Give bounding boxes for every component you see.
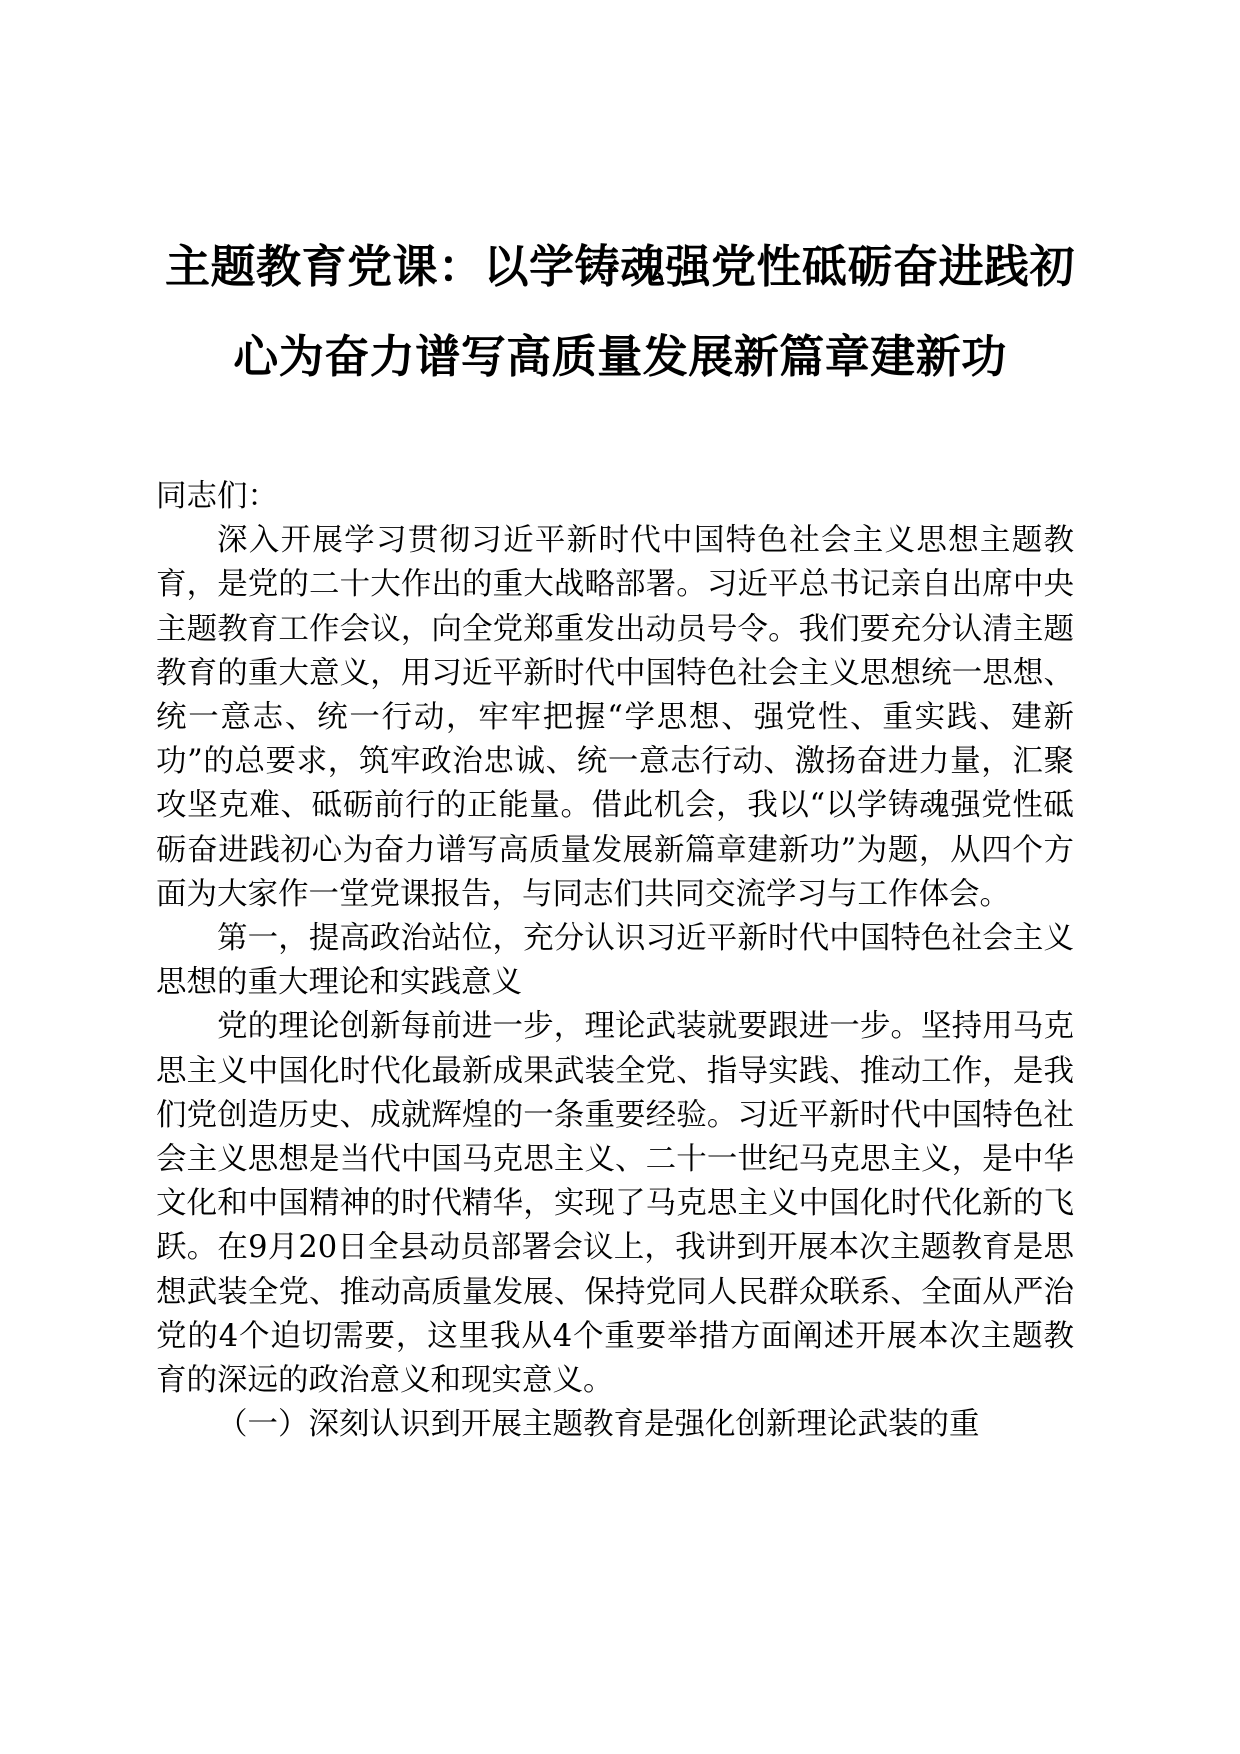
paragraph-intro: 深入开展学习贯彻习近平新时代中国特色社会主义思想主题教育，是党的二十大作出的重大战略部署。习近平总书记亲自出席中央主题教育工作会议，向全党郑重发出动员号令。我们要充分认清主题教育的重大意义，用习近平新时代中国特色社会主义思想统一思想、统一意志、统一行动，牢牢把握“学思想、强党性、重实践、建新功”的总要求，筑牢政治忠诚、统一意志行动、激扬奋进力量，汇聚攻坚克难、砥砺前行的正能量。借此机会，我以“以学铸魂强党性砥砺奋进践初心为奋力谱写高质量发展新篇章建新功”为题，从四个方面为大家作一堂党课报告，与同志们共同交流学习与工作体会。 (156, 523, 1074, 912)
salutation: 同志们： (156, 479, 278, 514)
paragraph-theory: 党的理论创新每前进一步，理论武装就要跟进一步。坚持用马克思主义中国化时代化最新成果武装全党、指导实践、推动工作，是我们党创造历史、成就辉煌的一条重要经验。习近平新时代中国特色社会主义思想是当代中国马克思主义、二十一世纪马克思主义，是中华文化和中国精神的时代精华，实现了马克思主义中国化时代化新的飞跃。在9月20日全县动员部署会议上，我讲到开展本次主题教育是思想武装全党、推动高质量发展、保持党同人民群众联系、全面从严治党的4个迫切需要，这里我从4个重要举措方面阐述开展本次主题教育的深远的政治意义和现实意义。 (156, 1009, 1074, 1399)
document-title (150, 222, 1090, 402)
subsection-heading-1: （一）深刻认识到开展主题教育是强化创新理论武装的重 (217, 1407, 980, 1443)
title-line-1: 主题教育党课：以学铸魂强党性砥砺奋进践初 (164, 240, 1075, 293)
document-body (156, 475, 1074, 1447)
title-line-2: 心为奋力谱写高质量发展新篇章建新功 (233, 330, 1007, 383)
section-heading-1: 第一，提高政治站位，充分认识习近平新时代中国特色社会主义思想的重大理论和实践意义 (156, 921, 1074, 1001)
